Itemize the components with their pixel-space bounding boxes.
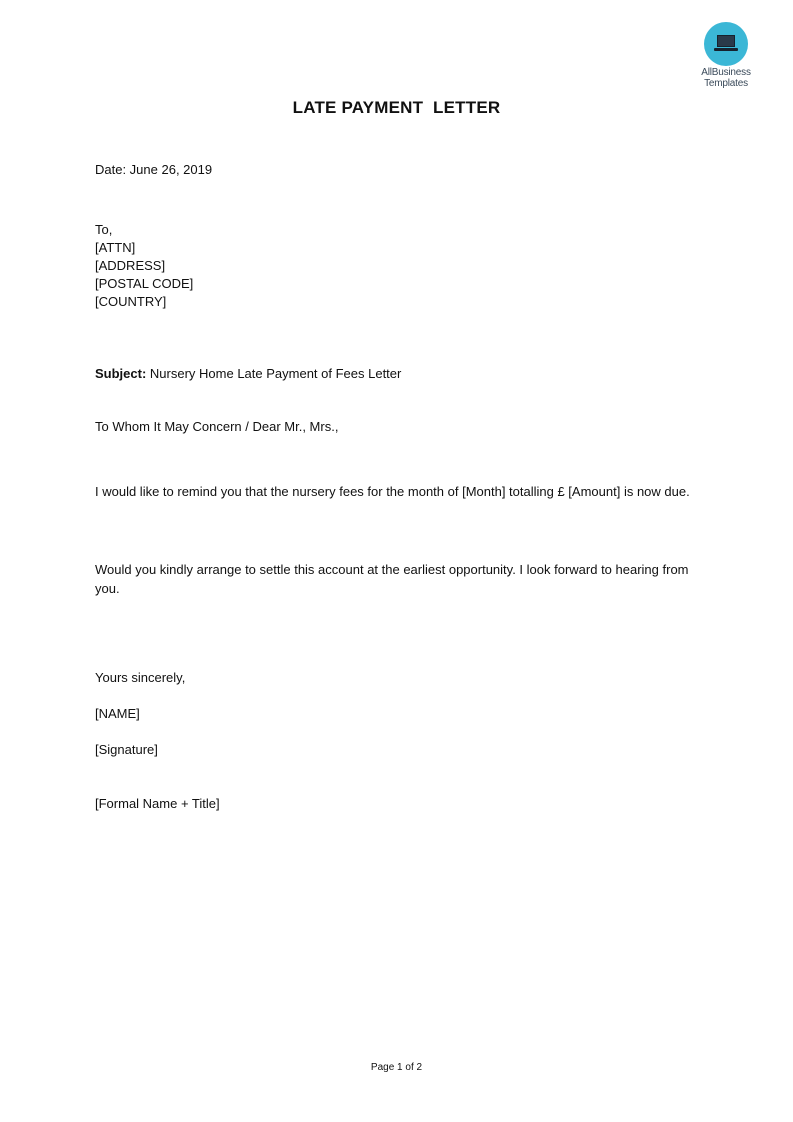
logo-text	[690, 67, 762, 89]
recipient-country: [COUNTRY]	[95, 294, 167, 309]
body-paragraph-1: I would like to remind you that the nursery fees for the month of [Month] totalling £ [Amount] is now due.	[95, 484, 690, 499]
laptop-icon	[704, 22, 748, 66]
recipient-to: To,	[95, 222, 113, 237]
signer-name: [NAME]	[95, 706, 140, 721]
letter-date: Date: June 26, 2019	[95, 162, 213, 177]
salutation: To Whom It May Concern / Dear Mr., Mrs.,	[95, 419, 339, 434]
logo-line-2: Templates	[704, 78, 748, 89]
body-paragraph-2: Would you kindly arrange to settle this account at the earliest opportunity. I look forward to hearing from you.	[95, 562, 689, 596]
subject-text: Nursery Home Late Payment of Fees Letter	[146, 366, 402, 381]
formal-name-title: [Formal Name + Title]	[95, 796, 220, 811]
logo-line-1: AllBusiness	[701, 67, 751, 78]
subject-label: Subject:	[95, 366, 147, 381]
subject-line	[95, 365, 401, 383]
recipient-postal-code: [POSTAL CODE]	[95, 276, 194, 291]
closing: Yours sincerely,	[95, 670, 186, 685]
recipient-attn: [ATTN]	[95, 240, 136, 255]
allbusiness-templates-logo	[690, 22, 762, 89]
recipient-address: [ADDRESS]	[95, 258, 166, 273]
signature-placeholder: [Signature]	[95, 742, 158, 757]
page-number: Page 1 of 2	[370, 1062, 423, 1073]
document-title: LATE PAYMENT LETTER	[292, 98, 501, 117]
